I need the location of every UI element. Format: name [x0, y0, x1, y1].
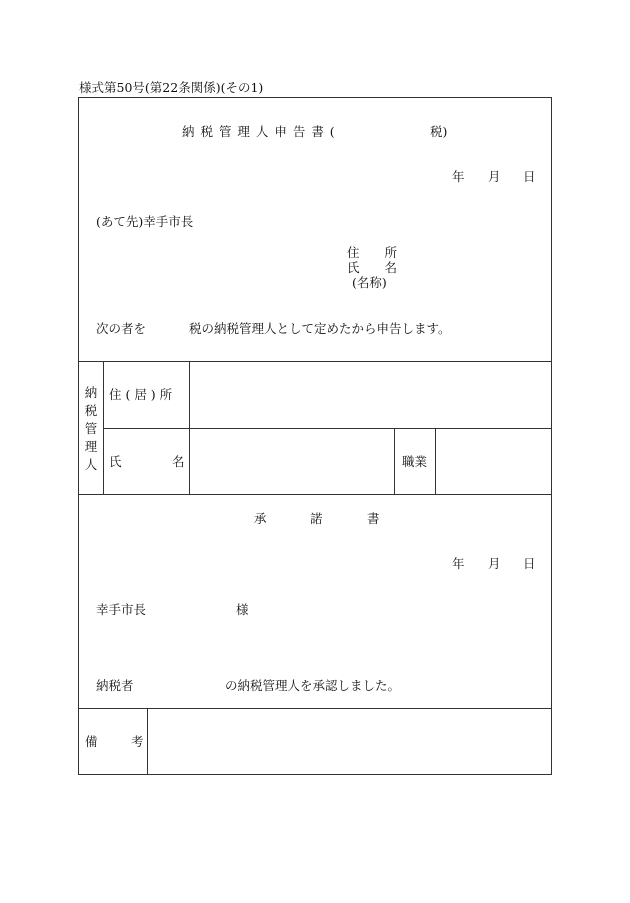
declaration-statement-start: 次の者を	[96, 321, 147, 336]
consent-statement-end: の納税管理人を承認しました。	[225, 678, 401, 693]
manager-address-label: 住 ( 居 ) 所	[109, 387, 173, 402]
manager-name-label-1: 氏	[109, 454, 122, 469]
declaration-statement-end: 税の納税管理人として定めたから申告します。	[189, 321, 451, 336]
consent-addressee: 幸手市長	[96, 602, 147, 617]
declaration-date-month: 月	[488, 169, 501, 184]
consent-honorific: 様	[236, 602, 249, 617]
declaration-date-day: 日	[523, 169, 536, 184]
manager-occupation-field[interactable]	[436, 429, 551, 493]
declaration-title: 納 税 管 理 人 申 告 書 (	[182, 124, 336, 139]
form-number-label: 様式第50号(第22条関係)(その1)	[79, 80, 264, 95]
declaration-addressee: (あて先)幸手市長	[96, 214, 194, 229]
consent-date-day: 日	[523, 556, 536, 571]
consent-title-2: 諾	[310, 511, 323, 526]
manager-name-field[interactable]	[190, 429, 393, 493]
remarks-label-1: 備	[85, 734, 98, 749]
applicant-address-label: 住 所	[347, 245, 398, 260]
applicant-name-note: (名称)	[352, 275, 387, 290]
consent-statement-start: 納税者	[96, 678, 134, 693]
remarks-field[interactable]	[148, 709, 551, 774]
divider-manager-bottom	[78, 494, 552, 495]
manager-side-label: 納 税 管 理 人	[84, 385, 98, 472]
divider-name-occupation	[394, 428, 395, 494]
manager-name-label-2: 名	[172, 454, 185, 469]
manager-address-field[interactable]	[190, 362, 551, 427]
consent-date-month: 月	[488, 556, 501, 571]
manager-occupation-label: 職業	[402, 454, 428, 469]
consent-date-year: 年	[452, 556, 465, 571]
applicant-name-label: 氏 名	[347, 260, 398, 275]
consent-title-1: 承	[254, 511, 267, 526]
declaration-date-year: 年	[452, 169, 465, 184]
remarks-label-2: 考	[131, 734, 144, 749]
declaration-title-tax: 税)	[430, 124, 448, 139]
consent-title-3: 書	[367, 511, 380, 526]
divider-side-label	[103, 361, 104, 494]
